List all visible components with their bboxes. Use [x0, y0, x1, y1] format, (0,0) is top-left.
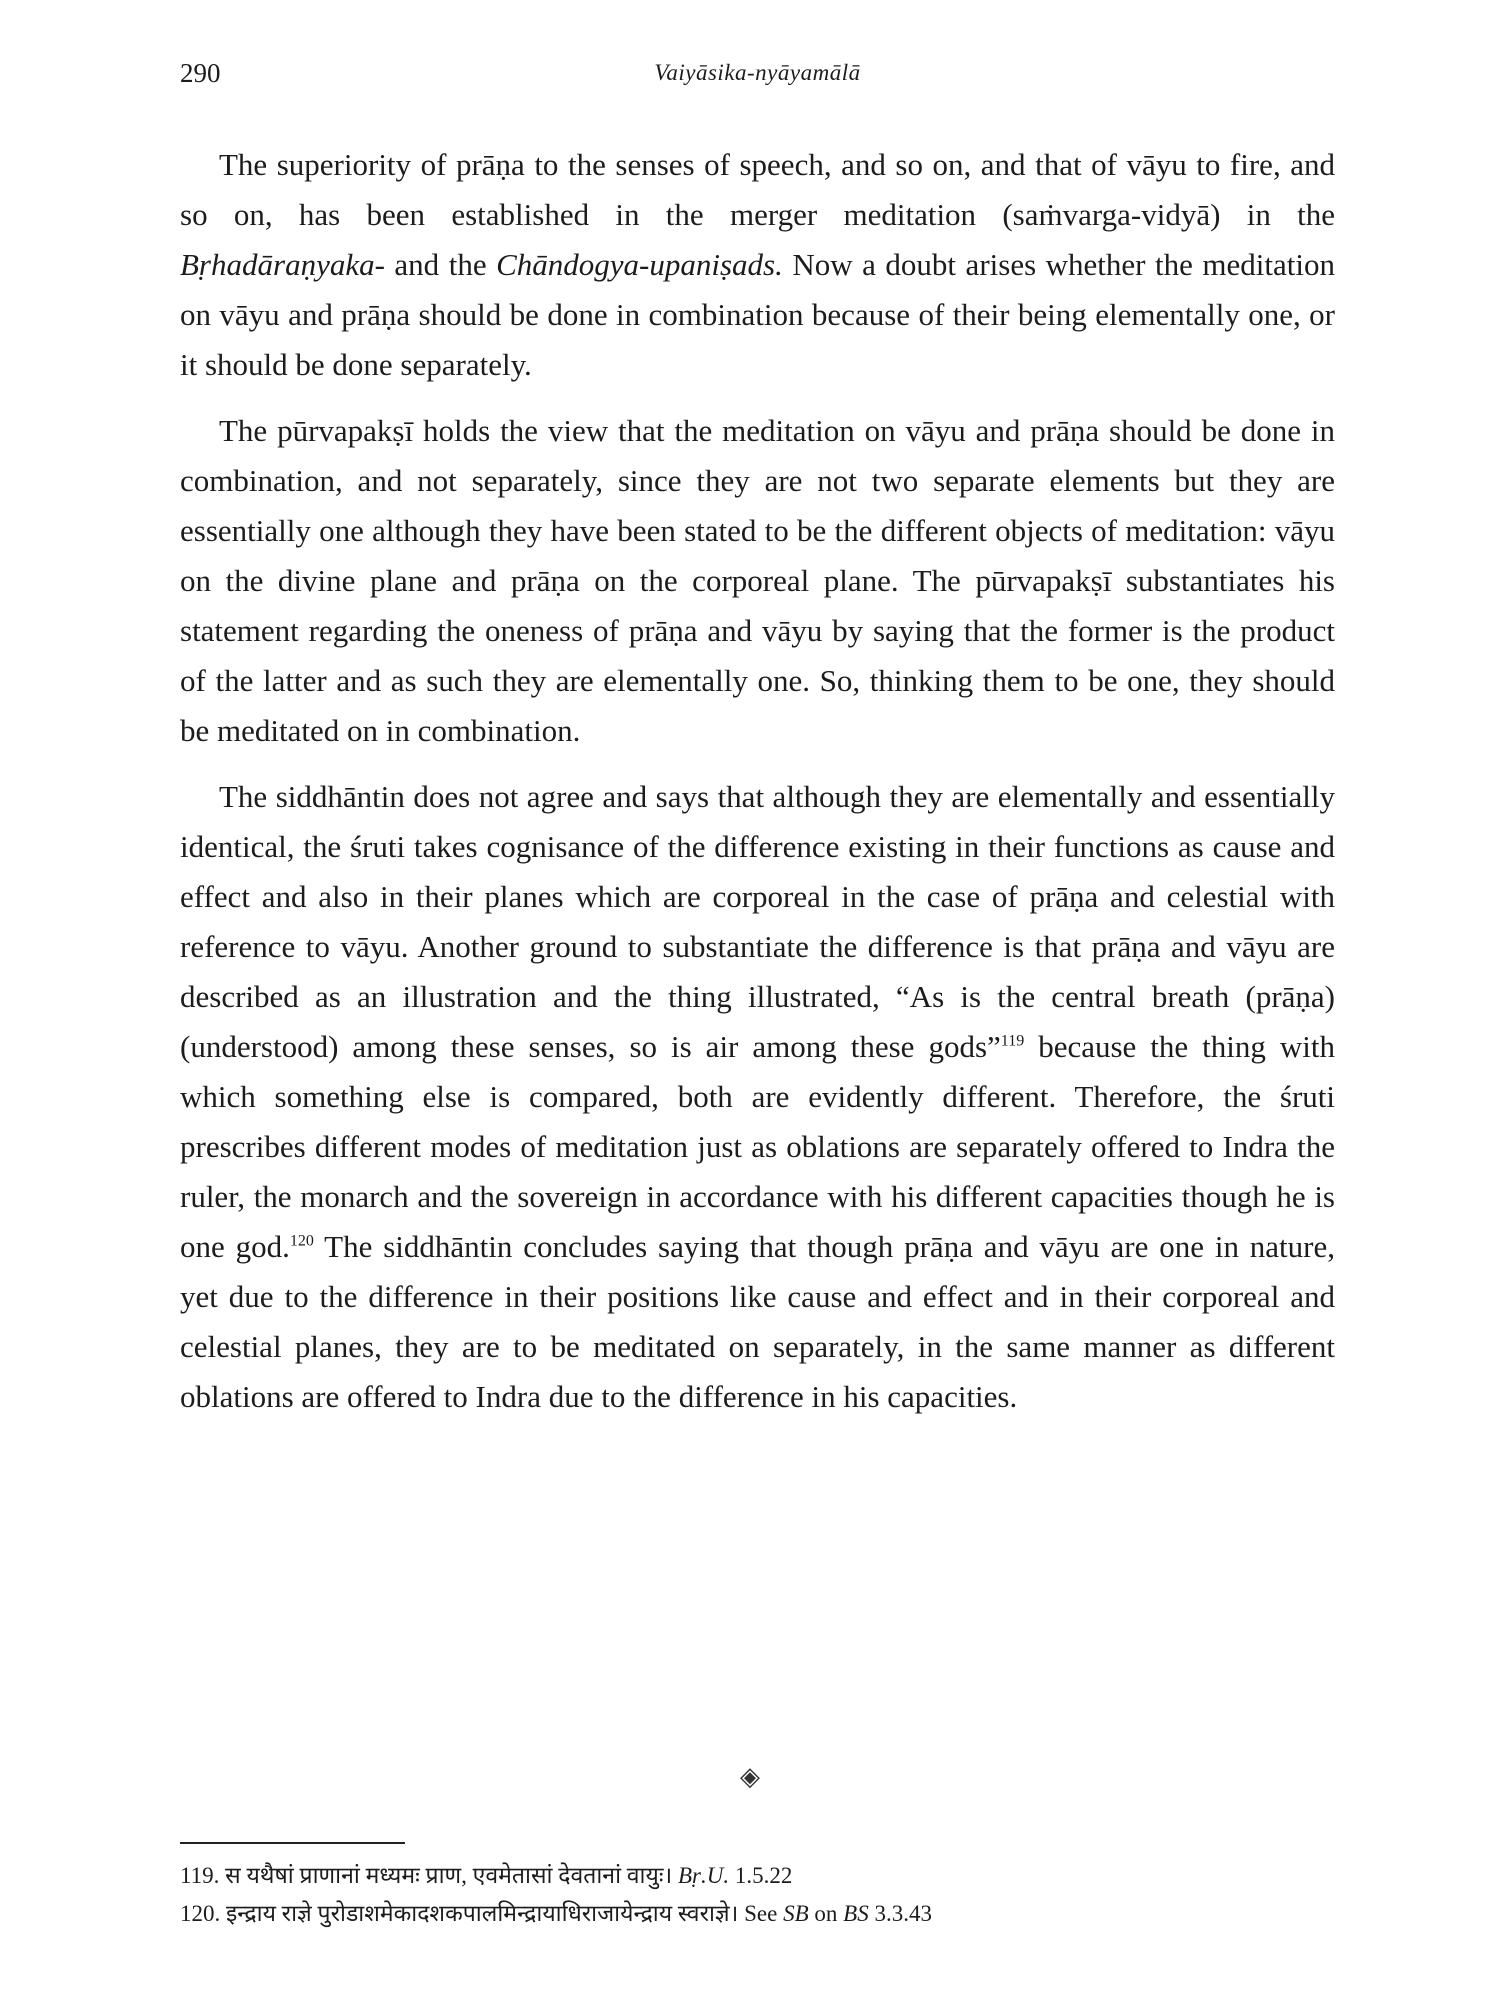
page-number: 290: [180, 58, 221, 88]
footnotes: [180, 1857, 1335, 1933]
footnote-120-source-bs: BS: [843, 1901, 869, 1926]
body-text: [180, 140, 1335, 1438]
footnote-ref-119[interactable]: 119: [1000, 1032, 1025, 1050]
footnote-120-connector: on: [808, 1901, 844, 1926]
footnote-ref-120[interactable]: 120: [289, 1232, 314, 1250]
paragraph-2: The pūrvapakṣī holds the view that the meditation on vāyu and prāṇa should be done in combination, and not separately, since they are not two separate elements but they are essentially one although they have been stated to be the different objects of meditation: vāyu on the divine plane and prāṇa on the corporeal plane. The pūrvapakṣī substantiates his statement regarding the oneness of prāṇa and vāyu by saying that the former is the product of the latter and as such they are elementally one. So, thinking them to be one, they should be meditated on in combination.: [180, 413, 1335, 748]
footnote-120: [180, 1895, 1335, 1933]
paragraph-1-text-b: and the: [384, 247, 497, 282]
running-head: [180, 58, 1335, 98]
chandogya-title: Chāndogya-upaniṣads.: [496, 247, 783, 282]
footnote-120-location: 3.3.43: [868, 1901, 932, 1926]
paragraph-3-text-b: because the thing with which something else is compared, both are evidently different. Therefore, the śruti prescribes different modes of meditation just as oblations are separately offered to Indra the ruler, the monarch and the sovereign in accordance with his different capacities though he is one god.: [180, 1029, 1336, 1264]
footnote-120-text: 120. इन्द्राय राज्ञे पुरोडाशमेकादशकपालमिन्द्रायाधिराजायेन्द्राय स्वराज्ञे। See: [180, 1901, 784, 1926]
footnote-119-text: 119. स यथैषां प्राणानां मध्यमः प्राण, एवमेतासां देवतानां वायुः।: [180, 1863, 678, 1888]
paragraph-3: [180, 772, 1335, 1422]
footnote-119-location: 1.5.22: [729, 1863, 793, 1888]
running-title: Vaiyāsika-nyāyamālā: [654, 60, 861, 85]
footnote-119-source: Bṛ.U.: [677, 1863, 730, 1888]
paragraph-3-text-a: The siddhāntin does not agree and says that although they are elementally and essentially identical, the śruti takes cognisance of the difference existing in their functions as cause and effect and also in their planes which are corporeal in the case of prāṇa and celestial with reference to vāyu. Another ground to substantiate the difference is that prāṇa and vāyu are described as an illustration and the thing illustrated, “As is the central breath (prāṇa) (understood) among these senses, so is air among these gods”: [180, 779, 1335, 1064]
brhadaranyaka-title: Bṛhadāraṇyaka-: [180, 247, 385, 282]
section-ornament-icon: ◈: [740, 1762, 760, 1791]
paragraph-1-text-c: Now a doubt arises whether the meditation on vāyu and prāṇa should be done in combination because of their being elementally one, or it should be done separately.: [180, 247, 1335, 382]
footnote-divider: [180, 1842, 405, 1844]
footnote-120-source-sb: SB: [783, 1901, 809, 1926]
footnote-119: [180, 1857, 1335, 1895]
paragraph-1-text-a: The superiority of prāṇa to the senses of speech, and so on, and that of vāyu to fire, and so on, has been established in the merger meditation (saṁvarga-vidyā) in the: [180, 147, 1335, 232]
paragraph-1: [180, 140, 1335, 390]
paragraph-3-text-c: The siddhāntin concludes saying that though prāṇa and vāyu are one in nature, yet due to the difference in their positions like cause and effect and in their corporeal and celestial planes, they are to be meditated on separately, in the same manner as different oblations are offered to Indra due to the difference in his capacities.: [180, 1229, 1335, 1414]
